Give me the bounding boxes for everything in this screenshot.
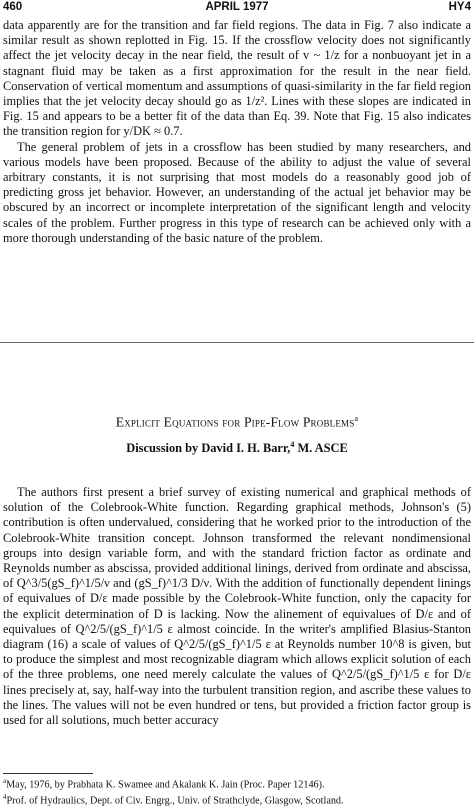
discussion-text: [3, 485, 471, 728]
article-title-text: Explicit Equations for Pipe-Flow Problems: [115, 414, 355, 430]
footnotes: [3, 775, 471, 808]
byline: [0, 440, 474, 456]
section-divider: [0, 342, 474, 343]
title-footnote-mark: a: [354, 414, 359, 423]
paragraph: The authors first present a brief survey of existing numerical and graphical methods of solution of the Colebrook-White function. Regarding graphical methods, Johnson's (5) contribution is often undervalued, considering that he worked prior to the introduction of the Colebrook-White transition concept. Johnson transformed the relevant nondimensional groups into design variable form, and with the standard friction factor as ordinate and Reynolds number as abscissa, provided additional linings, derived from ordinate and abscissa, of Q^3/5(gS_f)^1/5/ν and (gS_f)^1/3 D/ν. With the addition of functionally dependent linings of equivalues of D/ε made possible by the Colebrook-White function, only the capacity for the explicit determination of D is lacking. Now the alinement of equivalues of D/ε and of equivalues of Q^2/5/(gS_f)^1/5 ε almost coincide. In the writer's amplified Blasius-Stanton diagram (16) a scale of values of Q^2/5/(gS_f)^1/5 ε at Reynolds number 10^8 is given, but to produce the simplest and most recognizable diagram which allows explicit solution of each of the three problems, one need merely calculate the values of Q^2/5/(gS_f)^1/5 ε for D/ε lines precisely at, say, half-way into the turbulent transition region, and ascribe these values to the lines. The values will not be even hundred or tens, but provided a friction factor group is used for all solutions, much better accuracy: [3, 485, 471, 728]
journal-code: HY4: [448, 1, 471, 13]
footnote-4: [3, 791, 471, 807]
previous-article-text: [3, 18, 471, 246]
paragraph: The general problem of jets in a crossflow has been studied by many researchers, and various models have been proposed. Because of the ability to adjust the value of several arbitrary constants, it is not surprising that most models do a reasonably good job of predicting gross jet behavior. However, an understanding of the actual jet behavior may be obscured by an incorrect or incomplete interpretation of the significant length and velocity scales of the problem. Further progress in this type of research can be achieved only with a more thorough understanding of the basic nature of the problem.: [3, 139, 471, 245]
running-header: [3, 0, 471, 18]
footnote-divider: [3, 773, 93, 774]
footnote-mark-a: a: [3, 777, 7, 785]
page-number: 460: [3, 1, 23, 13]
paragraph-continued: data apparently are for the transition and far field regions. The data in Fig. 7 also indicate a similar result as shown replotted in Fig. 15. If the crossflow velocity does not significantly affect the jet velocity decay in the near field, the result of v ~ 1/z for a nonbuoyant jet in a stagnant fluid may be taken as a first approximation for the result in the near field. Conservation of vertical momentum and assumptions of quasi-similarity in the far field region implies that the jet velocity decay should go as 1/z². Lines with these slopes are indicated in Fig. 15 and appears to be a better fit of the data than Eq. 39. Note that Fig. 15 also indicates the transition region for y/DK ≈ 0.7.: [3, 18, 471, 139]
footnote-4-text: Prof. of Hydraulics, Dept. of Civ. Engrg., Univ. of Strathclyde, Glasgow, Scotland.: [6, 795, 344, 807]
footnote-mark-4: 4: [3, 793, 7, 802]
author-footnote-mark: 4: [290, 440, 295, 449]
byline-membership: M. ASCE: [294, 441, 348, 456]
byline-author: Discussion by David I. H. Barr,: [126, 441, 291, 456]
footnote-a: [3, 775, 471, 791]
footnote-a-text: May, 1976, by Prabhata K. Swamee and Akalank K. Jain (Proc. Paper 12146).: [6, 779, 325, 791]
article-title: [0, 414, 474, 431]
issue-date: APRIL 1977: [205, 1, 269, 13]
